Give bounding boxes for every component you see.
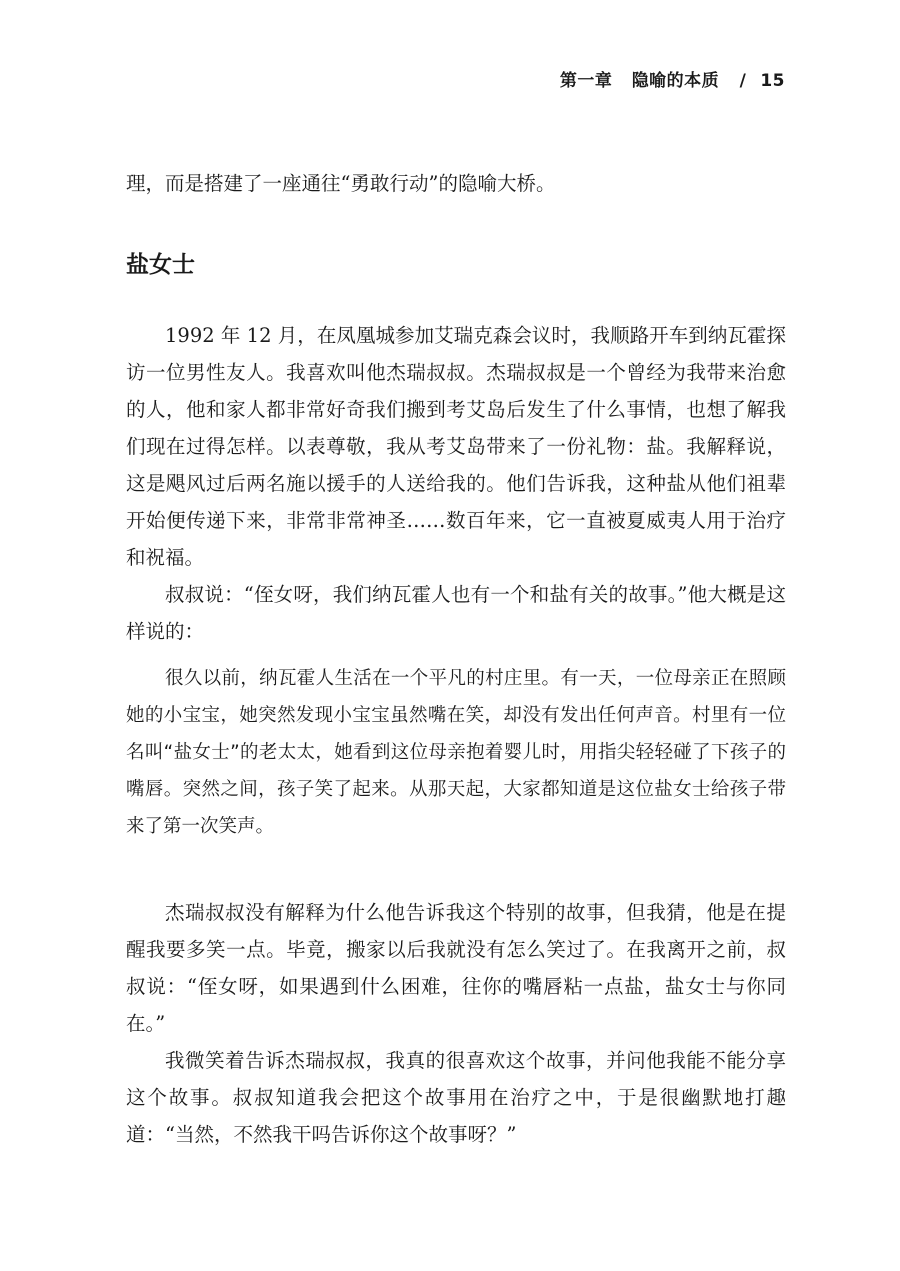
body-paragraph: 叔叔说：“侄女呀，我们纳瓦霍人也有一个和盐有关的故事。”他大概是这样说的： <box>126 583 786 643</box>
section-title: 盐女士 <box>126 252 195 278</box>
page-number: 15 <box>760 71 785 91</box>
body-before-story <box>126 317 786 650</box>
chapter-label: 第一章 <box>559 71 613 91</box>
section-heading-block <box>126 250 786 280</box>
continued-paragraph: 理，而是搭建了一座通往“勇敢行动”的隐喻大桥。 <box>126 172 556 195</box>
body-paragraph: 我微笑着告诉杰瑞叔叔，我真的很喜欢这个故事，并问他我能不能分享这个故事。叔叔知道我会把这个故事用在治疗之中，于是很幽默地打趣道：“当然，不然我干吗告诉你这个故事呀？” <box>126 1049 786 1146</box>
header-separator: / <box>739 71 747 91</box>
story-paragraph: 很久以前，纳瓦霍人生活在一个平凡的村庄里。有一天，一位母亲正在照顾她的小宝宝，她突然发现小宝宝虽然嘴在笑，却没有发出任何声音。村里有一位名叫“盐女士”的老太太，她看到这位母亲抱着婴儿时，用指尖轻轻碰了下孩子的嘴唇。突然之间，孩子笑了起来。从那天起，大家都知道是这位盐女士给孩子带来了第一次笑声。 <box>126 668 786 837</box>
body-after-story <box>126 894 786 1153</box>
chapter-title: 隐喻的本质 <box>631 71 720 91</box>
intro-block <box>126 165 786 202</box>
story-block <box>126 660 786 845</box>
body-paragraph: 杰瑞叔叔没有解释为什么他告诉我这个特别的故事，但我猜，他是在提醒我要多笑一点。毕竟，搬家以后我就没有怎么笑过了。在我离开之前，叔叔说：“侄女呀，如果遇到什么困难，往你的嘴唇粘一点盐，盐女士与你同在。” <box>126 901 786 1035</box>
body-paragraph: 1992 年 12 月，在凤凰城参加艾瑞克森会议时，我顺路开车到纳瓦霍探访一位男性友人。我喜欢叫他杰瑞叔叔。杰瑞叔叔是一个曾经为我带来治愈的人，他和家人都非常好奇我们搬到考艾岛后发生了什么事情，也想了解我们现在过得怎样。以表尊敬，我从考艾岛带来了一份礼物：盐。我解释说，这是飓风过后两名施以援手的人送给我的。他们告诉我，这种盐从他们祖辈开始便传递下来，非常非常神圣……数百年来，它一直被夏威夷人用于治疗和祝福。 <box>126 324 786 569</box>
running-header <box>0 66 785 91</box>
